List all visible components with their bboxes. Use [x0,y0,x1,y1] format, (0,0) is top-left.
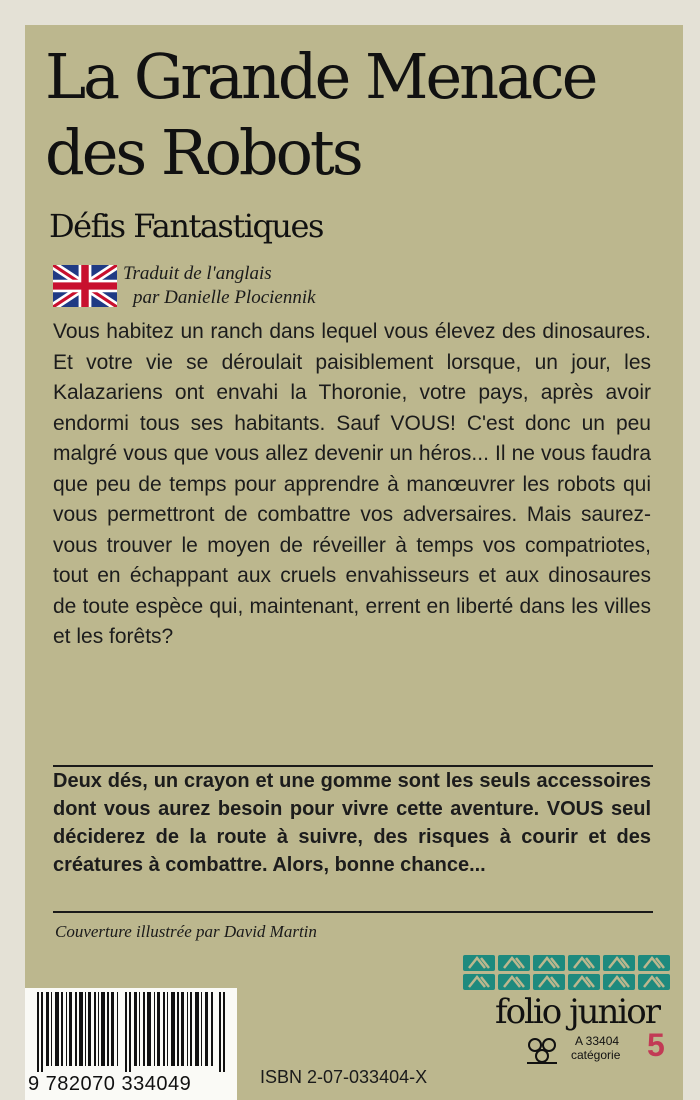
publisher-reference [571,1034,620,1062]
folio-junior-imprint: folio junior [495,992,660,1032]
book-title [45,39,683,191]
series-name: Défis Fantastiques [49,207,323,245]
translation-line-1: Traduit de l'anglais [123,263,272,284]
uk-flag-icon [53,265,117,307]
barcode-bars [37,992,227,1072]
category-number: 5 [647,1027,665,1063]
translation-line-2: par Danielle Plociennik [133,287,316,308]
barcode-number: 9 782070 334049 [28,1073,192,1095]
title-line-1: La Grande Menace [45,40,596,113]
game-rules-text: Deux dés, un crayon et une gomme sont les seuls accessoires dont vous aurez besoin pour vivre cette aventure. VOUS seul déciderez de la route à suivre, des risques à courir et des créatures à combattre. Alors, bonne chance... [53,770,651,876]
barcode [25,988,237,1100]
translation-credit [123,262,316,310]
publisher-logo-icon [523,1035,561,1065]
back-cover [25,25,683,1100]
cover-illustration-credit: Couverture illustrée par David Martin [55,922,317,941]
folio-tiles-icon [463,955,673,991]
isbn-text: ISBN 2-07-033404-X [260,1067,428,1087]
publisher-code: A 33404 [575,1034,620,1048]
category-label: catégorie [571,1048,621,1062]
rules-bottom-divider [53,911,653,913]
title-line-2: des Robots [45,116,361,189]
blurb-text: Vous habitez un ranch dans lequel vous élevez des dinosaures. Et votre vie se déroulait paisiblement lorsque, un jour, les Kalazariens ont envahi la Thoronie, votre pays, après avoir endormi tous ses habitants. Sauf VOUS! C'est donc un peu malgré vous que vous allez devenir un héros... Il ne vous faudra que peu de temps pour apprendre à manœuvrer les robots qui vous permettront de combattre vos adversaires. Mais saurez-vous trouver le moyen de réveiller à temps vos compatriotes, tout en échappant aux cruels envahisseurs et aux dinosaures de toute espèce qui, maintenant, errent en liberté dans les villes et les forêts? [53,320,651,648]
